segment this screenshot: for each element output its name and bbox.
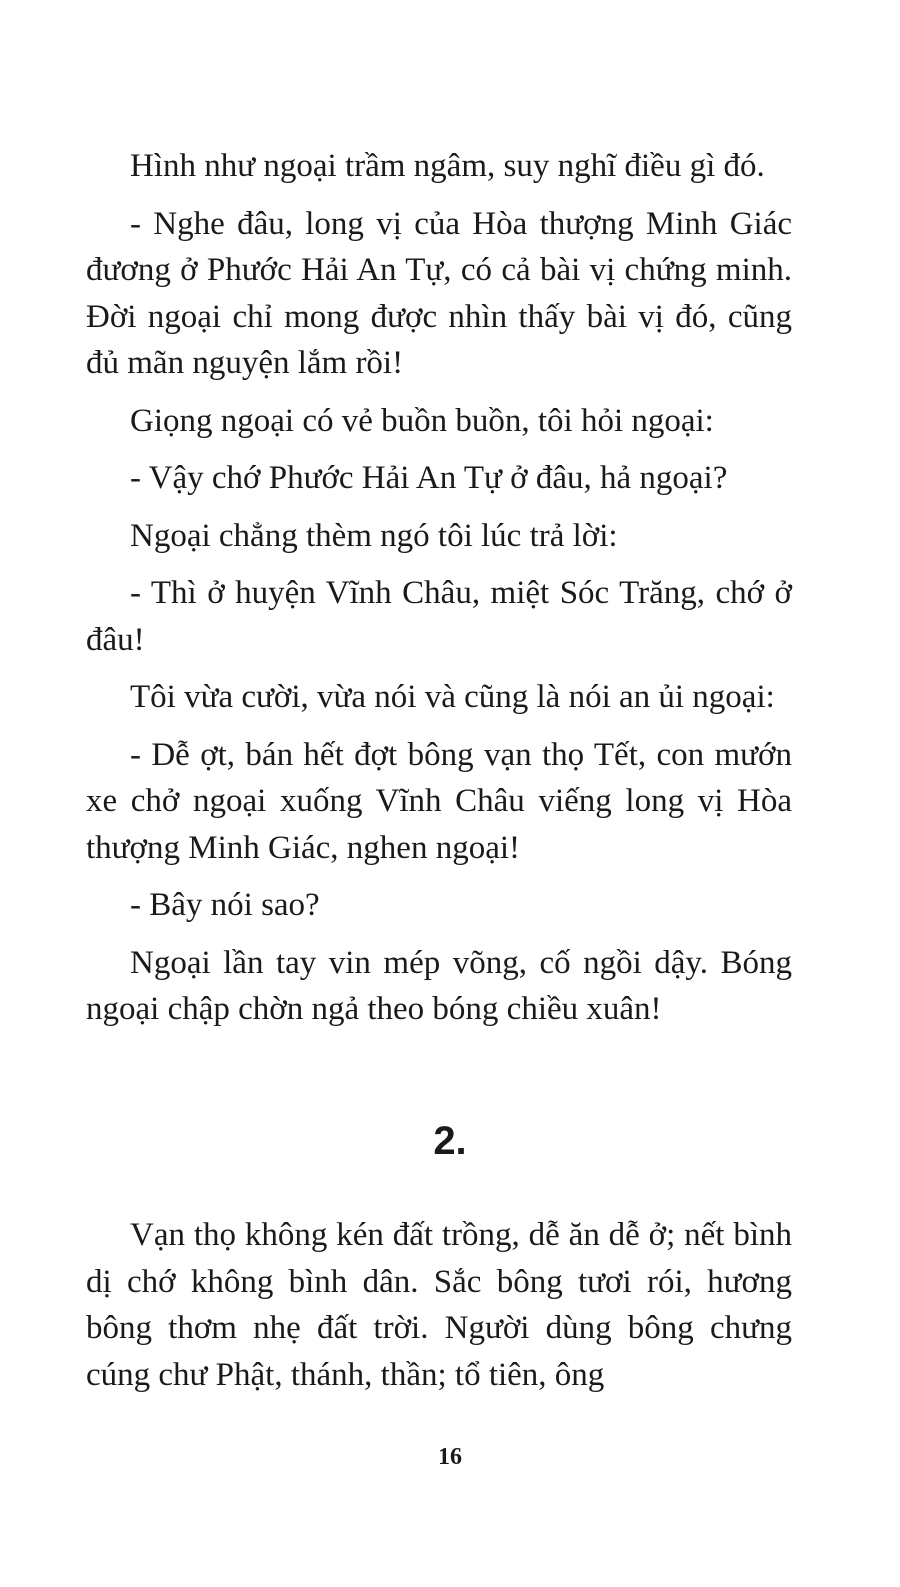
paragraph-2: - Nghe đâu, long vị của Hòa thượng Minh Giác đương ở Phước Hải An Tự, có cả bài vị chứng minh. Đời ngoại chỉ mong được nhìn thấy bài vị đó, cũng đủ mãn nguyện lắm rồi!	[86, 205, 792, 381]
paragraph-6: - Thì ở huyện Vĩnh Châu, miệt Sóc Trăng, chớ ở đâu!	[86, 575, 792, 658]
paragraph-10: Ngoại lần tay vin mép võng, cố ngồi dậy. Bóng ngoại chập chờn ngả theo bóng chiều xuân!	[86, 944, 792, 1027]
paragraph-5: Ngoại chẳng thèm ngó tôi lúc trả lời:	[130, 517, 618, 554]
paragraph-4: - Vậy chớ Phước Hải An Tự ở đâu, hả ngoại?	[130, 460, 728, 496]
paragraph-1: Hình như ngoại trầm ngâm, suy nghĩ điều gì đó.	[130, 148, 765, 184]
chapter-body-text	[86, 1212, 792, 1398]
paragraph-3: Giọng ngoại có vẻ buồn buồn, tôi hỏi ngoại:	[130, 402, 714, 439]
page-number: 16	[438, 1444, 462, 1470]
paragraph-7: Tôi vừa cười, vừa nói và cũng là nói an ủi ngoại:	[130, 679, 775, 715]
chapter-paragraph: Vạn thọ không kén đất trồng, dễ ăn dễ ở; nết bình dị chớ không bình dân. Sắc bông tươi rói, hương bông thơm nhẹ đất trời. Người dùng bông chưng cúng chư Phật, thánh, thần; tổ tiên, ông	[86, 1217, 792, 1393]
chapter-heading: 2.	[433, 1119, 467, 1163]
body-text	[86, 143, 792, 1033]
paragraph-8: - Dễ ợt, bán hết đợt bông vạn thọ Tết, con mướn xe chở ngoại xuống Vĩnh Châu viếng long vị Hòa thượng Minh Giác, nghen ngoại!	[86, 736, 792, 866]
paragraph-9: - Bây nói sao?	[130, 887, 320, 923]
